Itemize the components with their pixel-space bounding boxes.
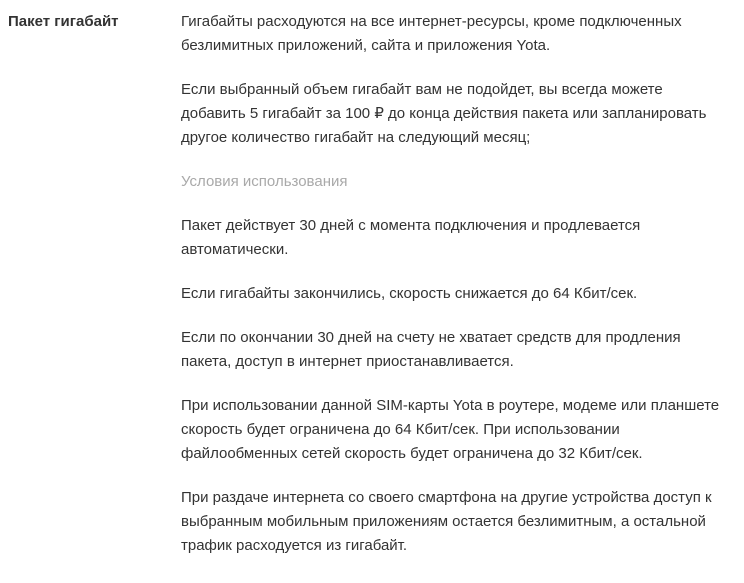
paragraph-package-duration: Пакет действует 30 дней с момента подключения и продлевается автоматически. [181,217,641,258]
paragraph-add-gigabytes: Если выбранный объем гигабайт вам не подойдет, вы всегда можете добавить 5 гигабайт за 100 ₽ до конца действия пакета или запланировать другое количество гигабайт на следующий месяц; [181,81,707,146]
paragraph-sim-in-router-speed: При использовании данной SIM-карты Yota в роутере, модеме или планшете скорость будет ограничена до 64 Кбит/сек. При использовании файлообменных сетей скорость будет ограничена до 32 Кбит/сек. [181,397,720,462]
paragraph-insufficient-funds: Если по окончании 30 дней на счету не хватает средств для продления пакета, доступ в интернет приостанавливается. [181,329,681,370]
row-label-gigabyte-package: Пакет гигабайт [8,13,119,30]
row-content-column [181,10,726,578]
paragraph-gigabytes-usage: Гигабайты расходуются на все интернет-ресурсы, кроме подключенных безлимитных приложений, сайта и приложения Yota. [181,13,682,54]
paragraph-tethering-traffic: При раздаче интернета со своего смартфона на другие устройства доступ к выбранным мобильным приложениям остается безлимитным, а остальной трафик расходуется из гигабайт. [181,489,712,554]
subheading-terms-of-use: Условия использования [181,173,348,190]
paragraph-speed-after-limit: Если гигабайты закончились, скорость снижается до 64 Кбит/сек. [181,285,638,302]
row-label-column [8,10,181,578]
